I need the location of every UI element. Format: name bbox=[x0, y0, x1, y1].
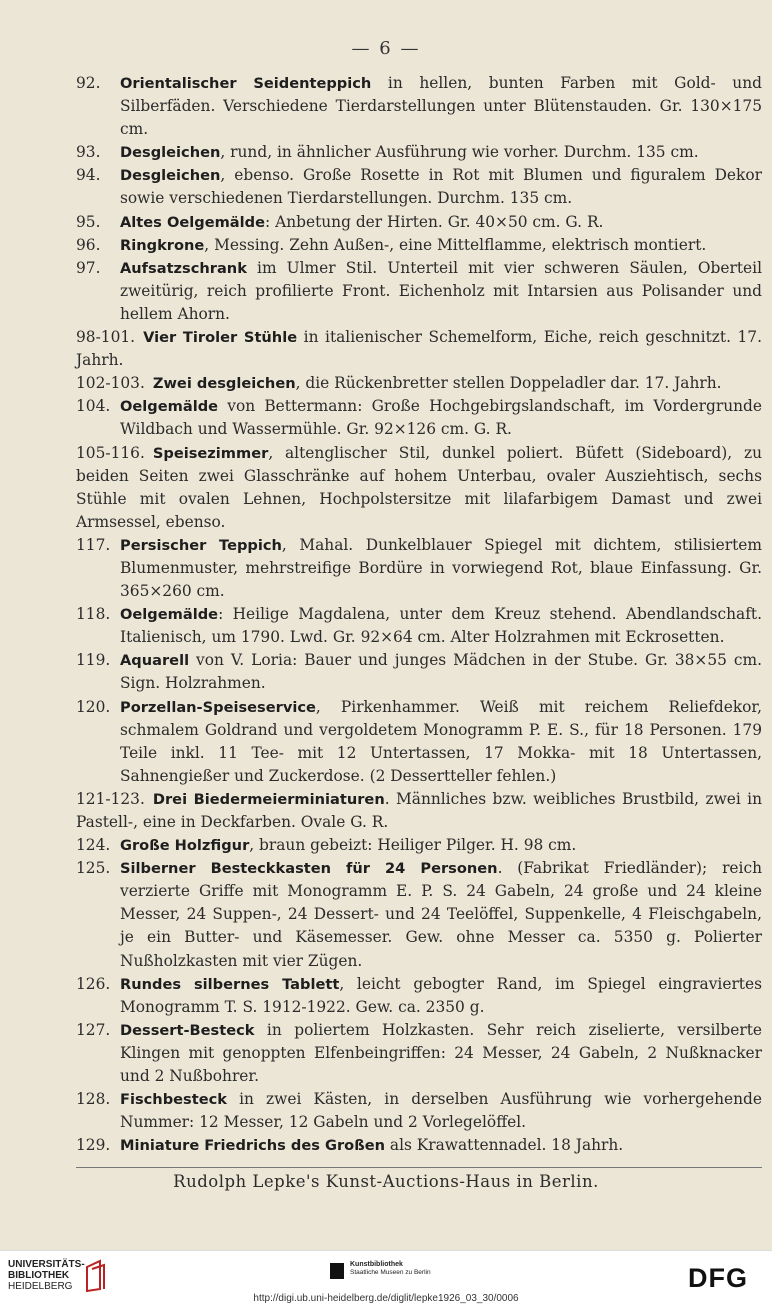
entry-number: 94. bbox=[76, 166, 101, 185]
entry-number: 120. bbox=[76, 697, 111, 716]
catalog-entry bbox=[76, 603, 762, 649]
source-url-link[interactable]: http://digi.ub.uni-heidelberg.de/diglit/lepke1926_03_30/0006 bbox=[253, 1293, 519, 1304]
dfg-logo[interactable]: DFG bbox=[688, 1263, 748, 1293]
catalog-entry bbox=[76, 834, 762, 857]
catalog-entry bbox=[76, 1134, 762, 1157]
logo-line: BIBLIOTHEK bbox=[8, 1270, 70, 1281]
entry-number: 98-101. bbox=[76, 328, 136, 347]
entry-text: in hellen, bunten Farben mit Gold- und Silberfäden. Verschiedene Tierdarstellungen unter Blütenstauden. Gr. 130×175 cm. bbox=[120, 74, 762, 139]
entry-number: 97. bbox=[76, 258, 101, 277]
entry-text: von V. Loria: Bauer und junges Mädchen in der Stube. Gr. 38×55 cm. Sign. Holzrahmen. bbox=[120, 651, 762, 693]
entry-number: 127. bbox=[76, 1020, 111, 1039]
page-footer: Rudolph Lepke's Kunst-Auctions-Haus in Berlin. bbox=[173, 1172, 599, 1191]
catalog-entry bbox=[76, 788, 762, 834]
entry-number: 125. bbox=[76, 859, 111, 878]
catalog-entry bbox=[76, 72, 762, 141]
catalog-entry bbox=[76, 257, 762, 326]
entry-text: von Bettermann: Große Hochgebirgslandschaft, im Vordergrunde Wildbach und Wassermühle. Gr. 92×126 cm. G. R. bbox=[120, 397, 762, 439]
catalog-entry bbox=[76, 1088, 762, 1134]
entry-title: Rundes silbernes Tablett bbox=[120, 975, 340, 993]
catalog-entries bbox=[76, 72, 762, 1157]
kunstbibliothek-icon bbox=[330, 1263, 344, 1279]
kunstbibliothek-logo[interactable] bbox=[350, 1261, 431, 1277]
entry-number: 105-116. bbox=[76, 443, 145, 462]
catalog-entry bbox=[76, 649, 762, 695]
entry-number: 129. bbox=[76, 1136, 111, 1155]
entry-text: als Krawattennadel. 18 Jahrh. bbox=[385, 1136, 624, 1155]
catalog-entry bbox=[76, 372, 762, 395]
entry-text: im Ulmer Stil. Unterteil mit vier schweren Säulen, Oberteil zweitürig, reich profilierte Front. Eichenholz mit Intarsien aus Polisander und hellem Ahorn. bbox=[120, 258, 762, 323]
entry-number: 92. bbox=[76, 74, 101, 92]
entry-text: , Mahal. Dunkelblauer Spiegel mit dichtem, stilisiertem Blumenmuster, mehrstreifige Bordüre in vorwiegend Rot, blaue Einfassung. Gr. 365×260 cm. bbox=[120, 535, 762, 601]
entry-number: 121-123. bbox=[76, 789, 145, 808]
footer-divider bbox=[76, 1167, 762, 1168]
entry-text: in zwei Kästen, in derselben Ausführung wie vorhergehende Nummer: 12 Messer, 12 Gabeln und 2 Vorlegelöffel. bbox=[120, 1090, 762, 1132]
entry-title: Orientalischer Seidenteppich bbox=[120, 75, 372, 92]
entry-text: , altenglischer Stil, dunkel poliert. Büfett (Sideboard), zu beiden Seiten zwei Glasschränke auf hohem Unterbau, ovaler Ausziehtisch, sechs Stühle mit ovalen Lehnen, Hochpolstersitze mit lilafarbigem Damast und zwei Armsessel, ebenso. bbox=[76, 443, 762, 531]
entry-text: , Messing. Zehn Außen-, eine Mittelflamme, elektrisch montiert. bbox=[204, 235, 707, 254]
catalog-entry bbox=[76, 395, 762, 441]
digitization-strip bbox=[0, 1250, 772, 1306]
catalog-entry bbox=[76, 442, 762, 534]
entry-title: Zwei desgleichen bbox=[152, 375, 296, 393]
entry-title: Silberner Besteckkasten für 24 Personen bbox=[120, 860, 498, 878]
entry-title: Desgleichen bbox=[120, 167, 221, 185]
catalog-entry bbox=[76, 857, 762, 972]
entry-text: , ebenso. Große Rosette in Rot mit Blumen und figuralem Dekor sowie verschiedenen Tierdarstellungen. Durchm. 135 cm. bbox=[120, 166, 762, 208]
university-seal-icon bbox=[84, 1259, 106, 1293]
entry-title: Altes Oelgemälde bbox=[120, 213, 265, 231]
entry-title: Oelgemälde bbox=[120, 398, 219, 416]
entry-number: 119. bbox=[76, 651, 111, 670]
entry-text: in poliertem Holzkasten. Sehr reich ziselierte, versilberte Klingen mit genoppten Elfenbeingriffen: 24 Messer, 24 Gabeln, 2 Nußknacker und 2 Nußbohrer. bbox=[120, 1020, 762, 1086]
entry-text: : Anbetung der Hirten. Gr. 40×50 cm. G. R. bbox=[265, 212, 604, 231]
entry-title: Oelgemälde bbox=[120, 606, 219, 624]
catalog-entry bbox=[76, 1019, 762, 1088]
university-library-logo[interactable] bbox=[8, 1259, 85, 1292]
entry-text: . Männliches bzw. weibliches Brustbild, zwei in Pastell-, eine in Deckfarben. Ovale G. R. bbox=[76, 789, 762, 831]
entry-title: Porzellan-Speiseservice bbox=[120, 698, 316, 716]
entry-number: 124. bbox=[76, 836, 111, 855]
entry-number: 128. bbox=[76, 1090, 111, 1109]
entry-title: Große Holzfigur bbox=[120, 837, 250, 855]
entry-number: 117. bbox=[76, 535, 111, 554]
catalog-entry bbox=[76, 326, 762, 372]
logo-line: Kunstbibliothek bbox=[350, 1261, 403, 1268]
entry-number: 102-103. bbox=[76, 374, 145, 393]
entry-number: 96. bbox=[76, 235, 101, 254]
catalog-entry bbox=[76, 234, 762, 257]
entry-number: 93. bbox=[76, 143, 101, 162]
catalog-entry bbox=[76, 211, 762, 234]
logo-line: UNIVERSITÄTS- bbox=[8, 1259, 85, 1270]
entry-text: , leicht gebogter Rand, im Spiegel eingraviertes Monogramm T. S. 1912-1922. Gew. ca. 2350 g. bbox=[120, 974, 763, 1016]
logo-line: Staatliche Museen zu Berlin bbox=[350, 1269, 431, 1276]
entry-text: : Heilige Magdalena, unter dem Kreuz stehend. Abendlandschaft. Italienisch, um 1790. Lwd. Gr. 92×64 cm. Alter Holzrahmen mit Eckrosetten. bbox=[120, 605, 762, 647]
entry-text: . (Fabrikat Friedländer); reich verzierte Griffe mit Monogramm E. P. S. 24 Gabeln, 24 große und 24 kleine Messer, 24 Suppen-, 24 Dessert- und 24 Teelöffel, Suppenkelle, 4 Fleischgabeln, je ein Butter- und Käsemesser. Gew. ohne Messer ca. 5350 g. Polierter Nußholzkasten mit vier Zügen. bbox=[120, 859, 762, 970]
entry-text: , braun gebeizt: Heiliger Pilger. H. 98 cm. bbox=[249, 836, 577, 855]
entry-title: Aquarell bbox=[120, 652, 190, 670]
entry-title: Miniature Friedrichs des Großen bbox=[120, 1137, 385, 1155]
logo-line: HEIDELBERG bbox=[8, 1281, 73, 1292]
entry-title: Aufsatzschrank bbox=[120, 259, 247, 277]
entry-title: Ringkrone bbox=[120, 236, 205, 254]
entry-title: Fischbesteck bbox=[120, 1091, 227, 1109]
entry-number: 95. bbox=[76, 212, 101, 231]
entry-text: in italienischer Schemelform, Eiche, reich geschnitzt. 17. Jahrh. bbox=[76, 328, 762, 370]
catalog-entry bbox=[76, 164, 762, 210]
page-number: — 6 — bbox=[351, 38, 421, 59]
entry-number: 104. bbox=[76, 397, 111, 416]
catalog-entry bbox=[76, 696, 762, 788]
entry-title: Persischer Teppich bbox=[120, 536, 282, 554]
entry-title: Desgleichen bbox=[120, 144, 221, 162]
entry-title: Speisezimmer bbox=[152, 444, 269, 462]
entry-number: 126. bbox=[76, 974, 111, 993]
catalog-entry bbox=[76, 973, 762, 1019]
entry-number: 118. bbox=[76, 605, 111, 624]
entry-text: , Pirkenhammer. Weiß mit reichem Reliefdekor, schmalem Goldrand und vergoldetem Monogramm P. E. S., für 18 Personen. 179 Teile inkl. 11 Tee- mit 12 Untertassen, 17 Mokka- mit 18 Untertassen, Sahnengießer und Zuckerdose. (2 Dessertteller fehlen.) bbox=[120, 697, 762, 785]
catalog-entry bbox=[76, 534, 762, 603]
entry-title: Dessert-Besteck bbox=[120, 1021, 255, 1039]
entry-title: Drei Biedermeierminiaturen bbox=[152, 790, 385, 808]
entry-text: , die Rückenbretter stellen Doppeladler dar. 17. Jahrh. bbox=[295, 374, 722, 393]
entry-text: , rund, in ähnlicher Ausführung wie vorher. Durchm. 135 cm. bbox=[220, 143, 699, 162]
catalog-entry bbox=[76, 141, 762, 164]
entry-title: Vier Tiroler Stühle bbox=[143, 329, 298, 347]
